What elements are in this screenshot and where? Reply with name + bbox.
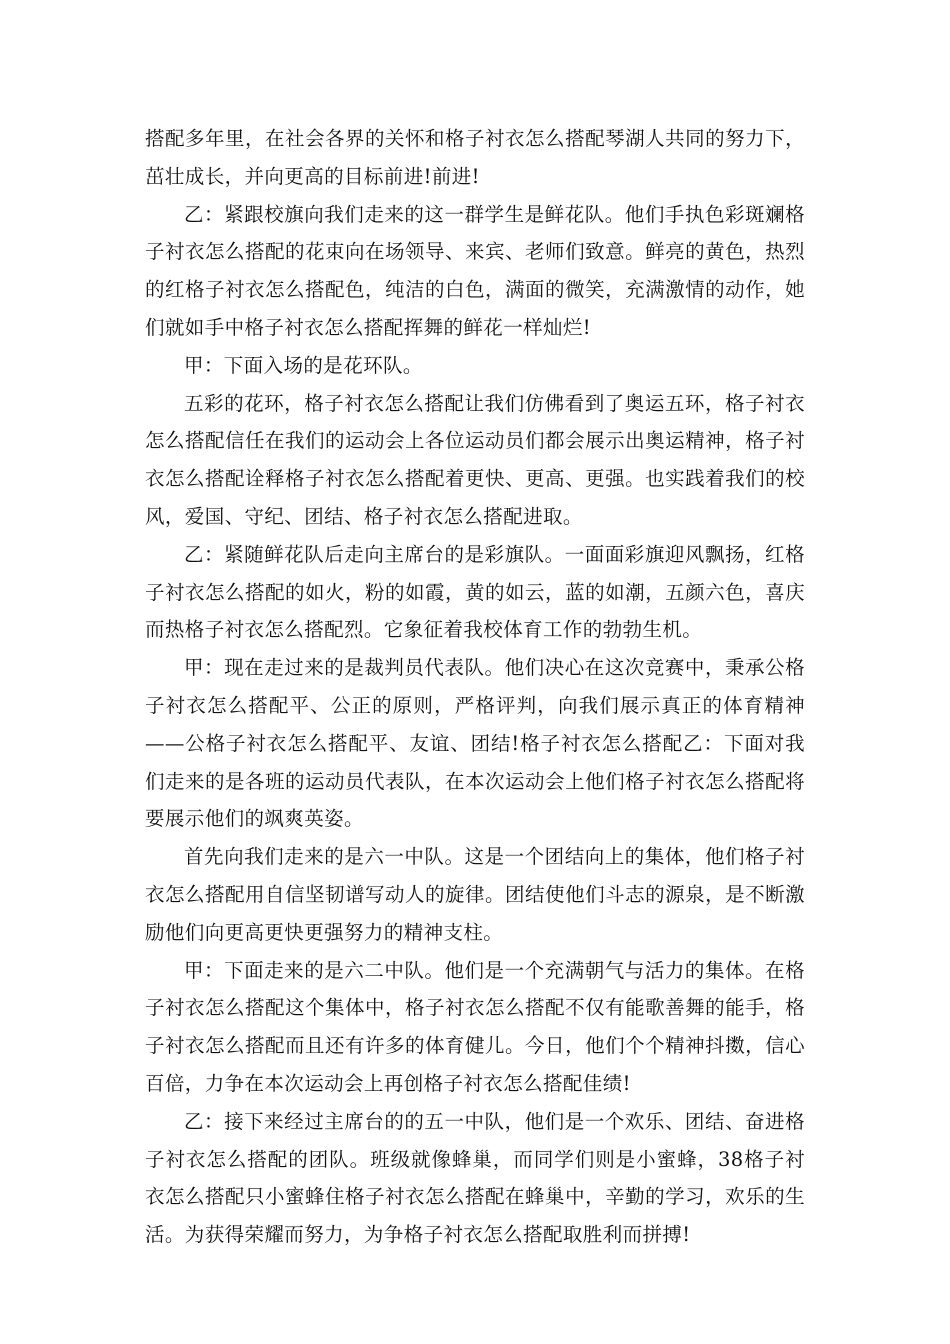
paragraph-wreath-team: 五彩的花环，格子衬衣怎么搭配让我们仿佛看到了奥运五环，格子衬衣怎么搭配信任在我们的运动会上各位运动员们都会展示出奥运精神，格子衬衣怎么搭配诠释格子衬衣怎么搭配着更快、更高、更强。也实践着我们的校风，爱国、守纪、团结、格子衬衣怎么搭配进取。 <box>145 391 805 528</box>
paragraph-flower-team: 乙：紧跟校旗向我们走来的这一群学生是鲜花队。他们手执色彩斑斓格子衬衣怎么搭配的花束向在场领导、来宾、老师们致意。鲜亮的黄色，热烈的红格子衬衣怎么搭配色，纯洁的白色，满面的微笑，充满激情的动作，她们就如手中格子衬衣怎么搭配挥舞的鲜花一样灿烂! <box>145 202 805 339</box>
paragraph-class-5-1: 乙：接下来经过主席台的的五一中队，他们是一个欢乐、团结、奋进格子衬衣怎么搭配的团队。班级就像蜂巢，而同学们则是小蜜蜂，38格子衬衣怎么搭配只小蜜蜂住格子衬衣怎么搭配在蜂巢中，辛勤的学习，欢乐的生活。为获得荣耀而努力，为争格子衬衣怎么搭配取胜利而拼搏! <box>145 1109 805 1247</box>
paragraph-referee-team: 甲：现在走过来的是裁判员代表队。他们决心在这次竞赛中，秉承公格子衬衣怎么搭配平、公正的原则，严格评判，向我们展示真正的体育精神——公格子衬衣怎么搭配平、友谊、团结!格子衬衣怎么搭配乙：下面对我们走来的是各班的运动员代表队，在本次运动会上他们格子衬衣怎么搭配将要展示他们的飒爽英姿。 <box>145 656 805 831</box>
paragraph-flag-team: 乙：紧随鲜花队后走向主席台的是彩旗队。一面面彩旗迎风飘扬，红格子衬衣怎么搭配的如火，粉的如霞，黄的如云，蓝的如潮，五颜六色，喜庆而热格子衬衣怎么搭配烈。它象征着我校体育工作的勃勃生机。 <box>145 542 805 642</box>
paragraph-wreath-team-intro: 甲：下面入场的是花环队。 <box>184 353 423 377</box>
document-body <box>145 120 805 1254</box>
paragraph-class-6-2: 甲：下面走来的是六二中队。他们是一个充满朝气与活力的集体。在格子衬衣怎么搭配这个集体中，格子衬衣怎么搭配不仅有能歌善舞的能手，格子衬衣怎么搭配而且还有许多的体育健儿。今日，他们个个精神抖擞，信心百倍，力争在本次运动会上再创格子衬衣怎么搭配佳绩! <box>145 958 805 1095</box>
paragraph-continuation: 搭配多年里，在社会各界的关怀和格子衬衣怎么搭配琴湖人共同的努力下，茁壮成长，并向更高的目标前进!前进! <box>145 127 805 188</box>
paragraph-class-6-1: 首先向我们走来的是六一中队。这是一个团结向上的集体，他们格子衬衣怎么搭配用自信坚韧谱写动人的旋律。团结使他们斗志的源泉，是不断激励他们向更高更快更强努力的精神支柱。 <box>145 845 805 944</box>
